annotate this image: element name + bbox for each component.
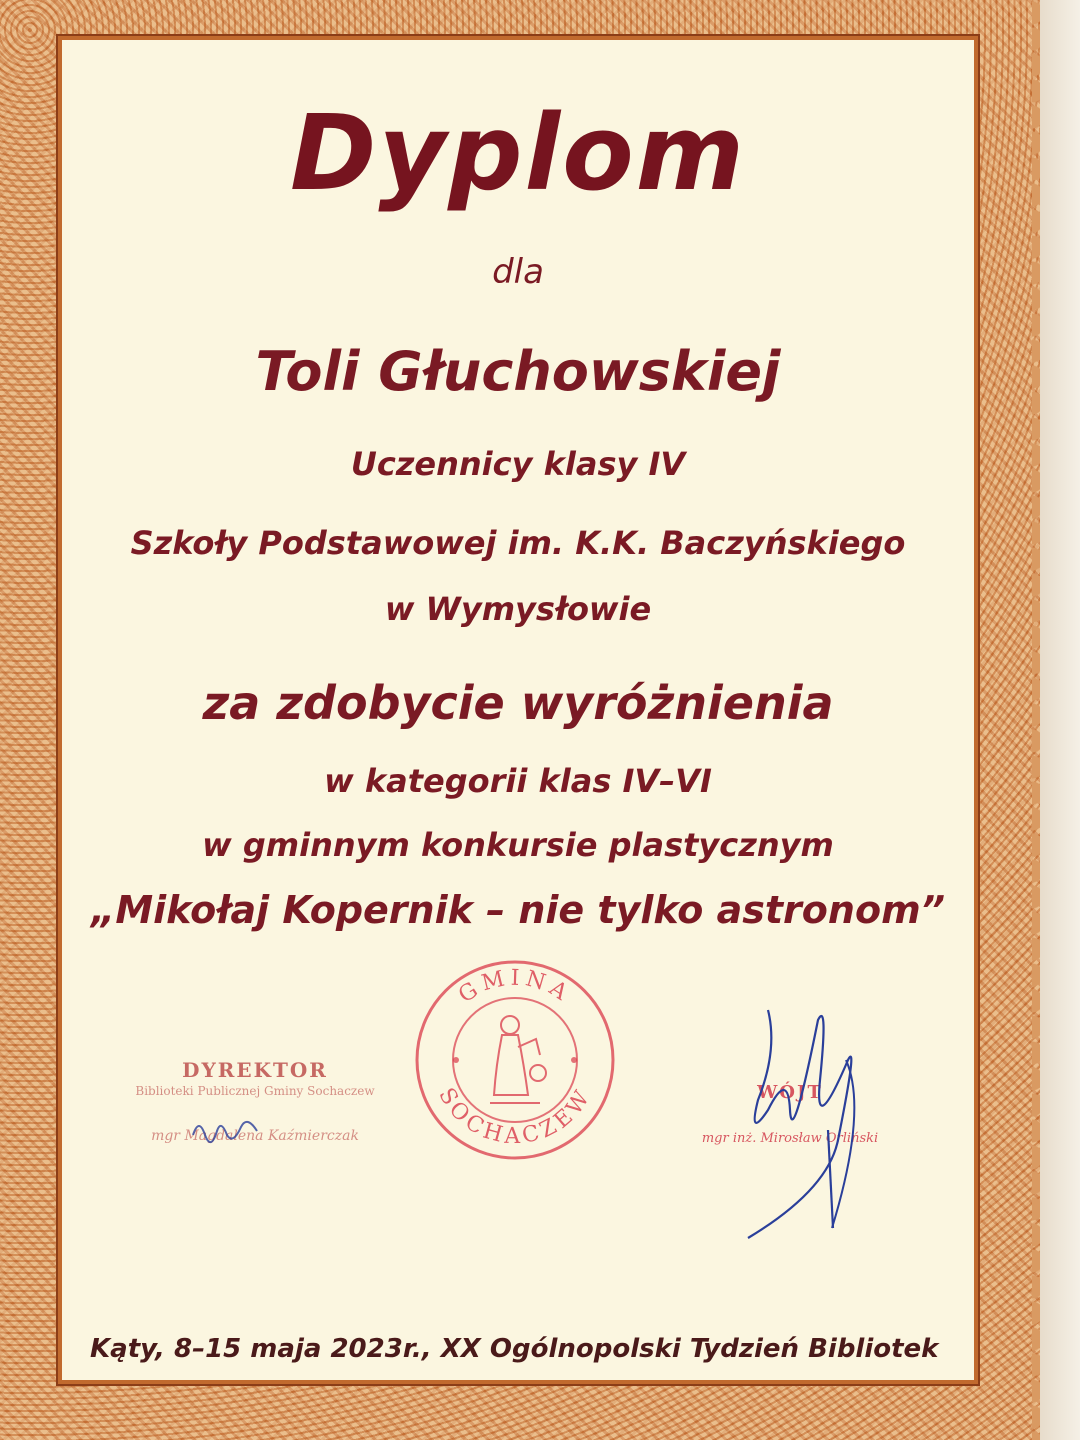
saint-figure-icon [490, 1016, 546, 1103]
dla-text: dla [492, 252, 544, 292]
gmina-stamp [410, 955, 620, 1165]
contest-title: „Mikołaj Kopernik – nie tylko astronom” [90, 888, 946, 932]
category-text: w kategorii klas IV–VI [324, 762, 712, 800]
school-location: w Wymysłowie [384, 590, 652, 628]
school-name: Szkoły Podstawowej im. K.K. Baczyńskiego [130, 524, 906, 562]
background-paper [1040, 0, 1080, 1440]
director-institution: Biblioteki Publicznej Gminy Sochaczew [135, 1084, 375, 1098]
class-text: Uczennicy klasy IV [350, 445, 686, 483]
director-role: DYREKTOR [182, 1058, 328, 1082]
footer-text: Kąty, 8–15 maja 2023r., XX Ogólnopolski Tydzień Bibliotek [90, 1334, 939, 1364]
diploma-title: Dyplom [289, 92, 747, 214]
director-signature [185, 1105, 295, 1155]
mayor-signature [728, 990, 878, 1240]
mayor-name: mgr inż. Mirosław Orliński [701, 1131, 879, 1146]
stamp-top-text: GMINA [454, 965, 576, 1009]
contest-text: w gminnym konkursie plastycznym [202, 826, 834, 864]
award-text: za zdobycie wyróżnienia [202, 676, 834, 730]
mayor-role: WÓJT [757, 1082, 823, 1103]
director-name: mgr Magdalena Kaźmierczak [151, 1128, 359, 1144]
stamp-bottom-text: SOCHACZEW [433, 1083, 597, 1150]
recipient-name: Toli Głuchowskiej [255, 340, 781, 403]
